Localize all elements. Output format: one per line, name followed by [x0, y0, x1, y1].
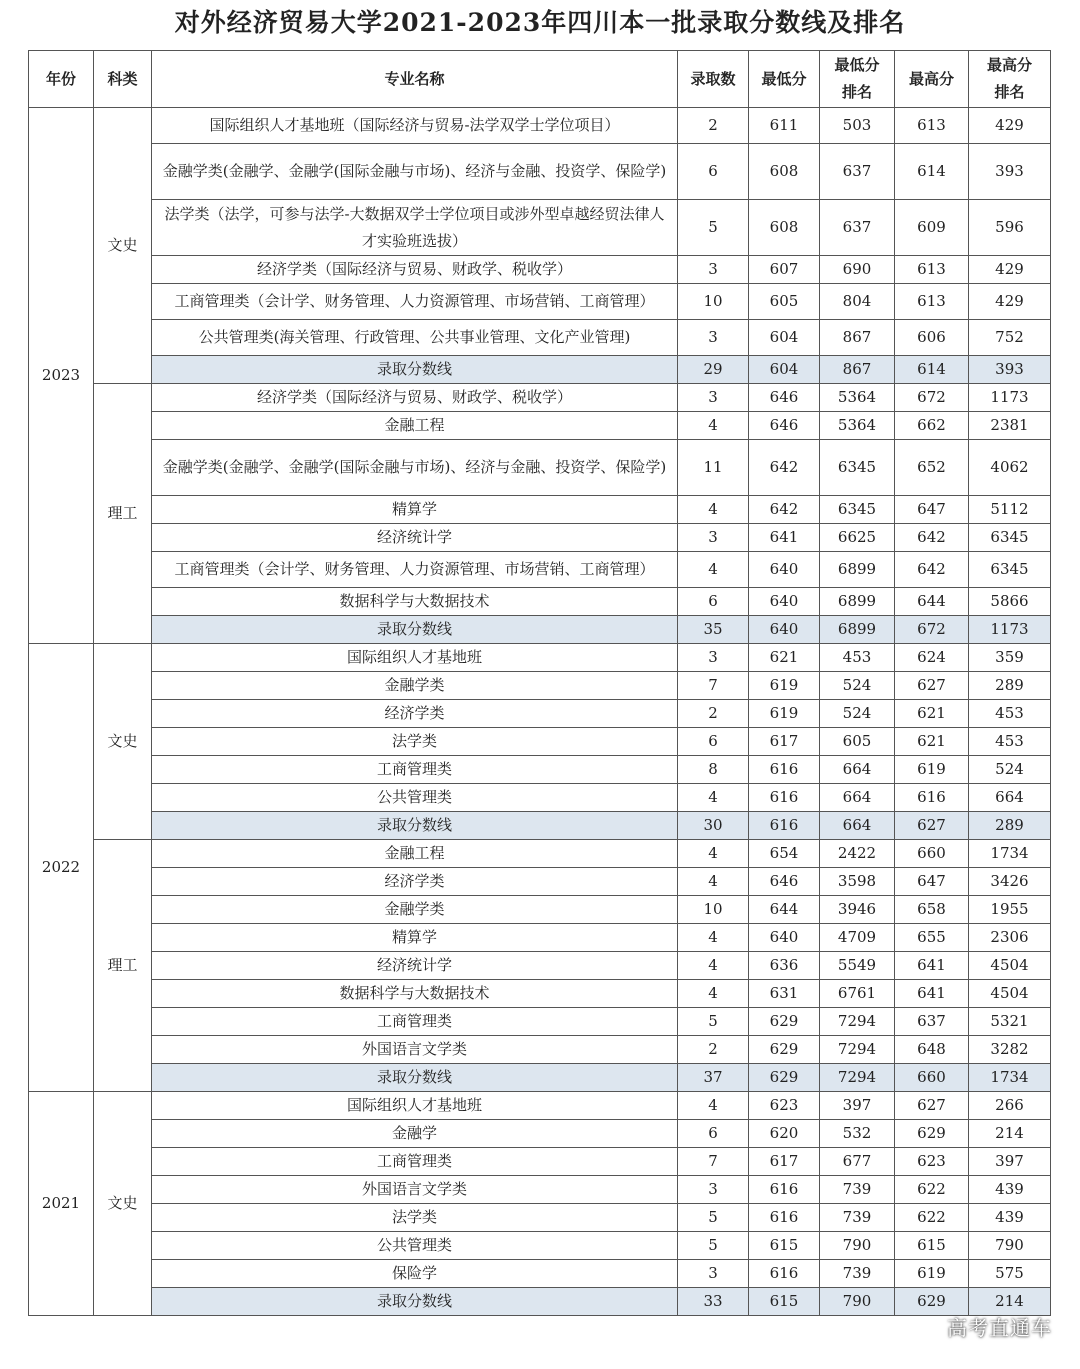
max-rank-cell: 439 [969, 1204, 1051, 1232]
count-cell: 3 [678, 384, 749, 412]
min-rank-cell: 397 [820, 1092, 895, 1120]
major-cell: 金融工程 [152, 412, 678, 440]
max-score-cell: 641 [895, 952, 969, 980]
major-cell: 精算学 [152, 496, 678, 524]
max-score-cell: 621 [895, 700, 969, 728]
min-rank-cell: 6345 [820, 496, 895, 524]
max-rank-cell: 214 [969, 1288, 1051, 1316]
max-score-cell: 652 [895, 440, 969, 496]
subject-cell: 理工 [94, 384, 152, 644]
max-rank-cell: 2381 [969, 412, 1051, 440]
max-score-cell: 613 [895, 256, 969, 284]
min-rank-cell: 453 [820, 644, 895, 672]
count-cell: 7 [678, 1148, 749, 1176]
major-cell: 公共管理类(海关管理、行政管理、公共事业管理、文化产业管理) [152, 320, 678, 356]
max-score-cell: 629 [895, 1288, 969, 1316]
major-cell: 经济学类（国际经济与贸易、财政学、税收学） [152, 256, 678, 284]
max-score-cell: 672 [895, 384, 969, 412]
table-row [29, 756, 1051, 784]
max-rank-cell: 3282 [969, 1036, 1051, 1064]
summary-row [29, 356, 1051, 384]
count-cell: 6 [678, 144, 749, 200]
count-cell: 37 [678, 1064, 749, 1092]
year-cell: 2022 [29, 644, 94, 1092]
count-cell: 4 [678, 412, 749, 440]
header-max-rank: 最高分 排名 [969, 51, 1051, 108]
min-score-cell: 623 [749, 1092, 820, 1120]
table-row [29, 1260, 1051, 1288]
table-row [29, 1176, 1051, 1204]
page-title: 对外经济贸易大学2021-2023年四川本一批录取分数线及排名 [174, 8, 906, 37]
min-score-cell: 616 [749, 784, 820, 812]
table-row [29, 412, 1051, 440]
max-rank-cell: 6345 [969, 552, 1051, 588]
min-score-cell: 640 [749, 924, 820, 952]
count-cell: 8 [678, 756, 749, 784]
min-rank-cell: 4709 [820, 924, 895, 952]
min-score-cell: 617 [749, 1148, 820, 1176]
max-score-cell: 629 [895, 1120, 969, 1148]
min-score-cell: 646 [749, 412, 820, 440]
max-score-cell: 662 [895, 412, 969, 440]
watermark: 高考直通车 [947, 1316, 1052, 1340]
min-score-cell: 608 [749, 200, 820, 256]
table-row [29, 784, 1051, 812]
min-rank-cell: 690 [820, 256, 895, 284]
min-score-cell: 629 [749, 1036, 820, 1064]
max-score-cell: 642 [895, 524, 969, 552]
header-min-score: 最低分 [749, 51, 820, 108]
table-row [29, 952, 1051, 980]
count-cell: 4 [678, 784, 749, 812]
max-score-cell: 647 [895, 496, 969, 524]
max-score-cell: 609 [895, 200, 969, 256]
min-score-cell: 604 [749, 320, 820, 356]
min-score-cell: 616 [749, 756, 820, 784]
min-score-cell: 640 [749, 588, 820, 616]
min-rank-cell: 6899 [820, 552, 895, 588]
min-score-cell: 642 [749, 496, 820, 524]
max-rank-cell: 5866 [969, 588, 1051, 616]
table-body [29, 108, 1051, 1316]
summary-row [29, 1288, 1051, 1316]
max-rank-cell: 4062 [969, 440, 1051, 496]
min-rank-cell: 524 [820, 672, 895, 700]
major-cell: 经济学类 [152, 868, 678, 896]
subject-cell: 文史 [94, 108, 152, 384]
max-score-cell: 660 [895, 840, 969, 868]
max-rank-cell: 1173 [969, 616, 1051, 644]
table-row [29, 1232, 1051, 1260]
min-score-cell: 615 [749, 1288, 820, 1316]
table-row [29, 868, 1051, 896]
count-cell: 3 [678, 1260, 749, 1288]
table-row [29, 496, 1051, 524]
min-score-cell: 611 [749, 108, 820, 144]
major-cell: 录取分数线 [152, 356, 678, 384]
min-score-cell: 644 [749, 896, 820, 924]
table-row [29, 256, 1051, 284]
major-cell: 金融学类(金融学、金融学(国际金融与市场)、经济与金融、投资学、保险学) [152, 440, 678, 496]
major-cell: 保险学 [152, 1260, 678, 1288]
count-cell: 6 [678, 728, 749, 756]
max-score-cell: 613 [895, 108, 969, 144]
max-rank-cell: 596 [969, 200, 1051, 256]
max-score-cell: 627 [895, 672, 969, 700]
major-cell: 公共管理类 [152, 784, 678, 812]
count-cell: 4 [678, 1092, 749, 1120]
min-rank-cell: 867 [820, 320, 895, 356]
min-score-cell: 640 [749, 616, 820, 644]
table-header-row [29, 51, 1051, 108]
min-rank-cell: 6345 [820, 440, 895, 496]
max-rank-cell: 1955 [969, 896, 1051, 924]
table-row [29, 200, 1051, 256]
major-cell: 工商管理类 [152, 1148, 678, 1176]
major-cell: 录取分数线 [152, 616, 678, 644]
max-score-cell: 622 [895, 1176, 969, 1204]
min-rank-cell: 867 [820, 356, 895, 384]
max-score-cell: 621 [895, 728, 969, 756]
major-cell: 数据科学与大数据技术 [152, 588, 678, 616]
min-rank-cell: 6761 [820, 980, 895, 1008]
max-rank-cell: 524 [969, 756, 1051, 784]
table-row [29, 896, 1051, 924]
count-cell: 6 [678, 1120, 749, 1148]
min-rank-cell: 664 [820, 784, 895, 812]
max-score-cell: 623 [895, 1148, 969, 1176]
max-rank-cell: 393 [969, 356, 1051, 384]
min-rank-cell: 3598 [820, 868, 895, 896]
count-cell: 33 [678, 1288, 749, 1316]
min-rank-cell: 6899 [820, 616, 895, 644]
min-rank-cell: 790 [820, 1288, 895, 1316]
max-rank-cell: 289 [969, 672, 1051, 700]
min-score-cell: 616 [749, 812, 820, 840]
max-rank-cell: 439 [969, 1176, 1051, 1204]
major-cell: 经济统计学 [152, 524, 678, 552]
max-rank-cell: 266 [969, 1092, 1051, 1120]
max-rank-cell: 4504 [969, 980, 1051, 1008]
min-rank-cell: 664 [820, 756, 895, 784]
max-rank-cell: 752 [969, 320, 1051, 356]
min-score-cell: 629 [749, 1064, 820, 1092]
major-cell: 国际组织人才基地班 [152, 1092, 678, 1120]
count-cell: 11 [678, 440, 749, 496]
max-rank-cell: 1734 [969, 840, 1051, 868]
min-rank-cell: 5364 [820, 384, 895, 412]
min-rank-cell: 664 [820, 812, 895, 840]
min-rank-cell: 503 [820, 108, 895, 144]
table-row [29, 1120, 1051, 1148]
count-cell: 3 [678, 644, 749, 672]
min-rank-cell: 739 [820, 1204, 895, 1232]
max-score-cell: 622 [895, 1204, 969, 1232]
max-score-cell: 648 [895, 1036, 969, 1064]
min-score-cell: 615 [749, 1232, 820, 1260]
count-cell: 4 [678, 496, 749, 524]
max-score-cell: 655 [895, 924, 969, 952]
min-score-cell: 646 [749, 868, 820, 896]
min-rank-cell: 2422 [820, 840, 895, 868]
max-score-cell: 614 [895, 144, 969, 200]
major-cell: 录取分数线 [152, 1288, 678, 1316]
min-rank-cell: 532 [820, 1120, 895, 1148]
max-rank-cell: 397 [969, 1148, 1051, 1176]
max-score-cell: 627 [895, 1092, 969, 1120]
max-rank-cell: 3426 [969, 868, 1051, 896]
major-cell: 经济学类 [152, 700, 678, 728]
count-cell: 4 [678, 952, 749, 980]
table-row [29, 672, 1051, 700]
min-rank-cell: 7294 [820, 1064, 895, 1092]
count-cell: 5 [678, 1232, 749, 1260]
max-score-cell: 644 [895, 588, 969, 616]
major-cell: 法学类 [152, 1204, 678, 1232]
min-rank-cell: 637 [820, 144, 895, 200]
count-cell: 2 [678, 1036, 749, 1064]
max-score-cell: 658 [895, 896, 969, 924]
max-rank-cell: 214 [969, 1120, 1051, 1148]
min-rank-cell: 637 [820, 200, 895, 256]
table-row [29, 524, 1051, 552]
min-rank-cell: 790 [820, 1232, 895, 1260]
min-score-cell: 608 [749, 144, 820, 200]
admission-score-table [28, 50, 1051, 1316]
max-rank-cell: 1734 [969, 1064, 1051, 1092]
count-cell: 4 [678, 552, 749, 588]
max-score-cell: 642 [895, 552, 969, 588]
min-score-cell: 616 [749, 1176, 820, 1204]
min-score-cell: 619 [749, 672, 820, 700]
year-cell: 2021 [29, 1092, 94, 1316]
min-score-cell: 654 [749, 840, 820, 868]
major-cell: 外国语言文学类 [152, 1036, 678, 1064]
major-cell: 国际组织人才基地班 [152, 644, 678, 672]
count-cell: 29 [678, 356, 749, 384]
min-score-cell: 641 [749, 524, 820, 552]
max-score-cell: 641 [895, 980, 969, 1008]
header-count: 录取数 [678, 51, 749, 108]
count-cell: 4 [678, 924, 749, 952]
table-row [29, 440, 1051, 496]
count-cell: 3 [678, 524, 749, 552]
count-cell: 30 [678, 812, 749, 840]
min-score-cell: 617 [749, 728, 820, 756]
table-row [29, 1008, 1051, 1036]
max-rank-cell: 4504 [969, 952, 1051, 980]
min-rank-cell: 7294 [820, 1036, 895, 1064]
major-cell: 公共管理类 [152, 1232, 678, 1260]
min-rank-cell: 6625 [820, 524, 895, 552]
max-rank-cell: 429 [969, 284, 1051, 320]
table-row [29, 552, 1051, 588]
table-row [29, 1204, 1051, 1232]
major-cell: 金融学类 [152, 896, 678, 924]
min-rank-cell: 6899 [820, 588, 895, 616]
max-score-cell: 624 [895, 644, 969, 672]
min-rank-cell: 7294 [820, 1008, 895, 1036]
count-cell: 4 [678, 840, 749, 868]
max-score-cell: 616 [895, 784, 969, 812]
count-cell: 7 [678, 672, 749, 700]
max-rank-cell: 1173 [969, 384, 1051, 412]
max-score-cell: 606 [895, 320, 969, 356]
subject-cell: 理工 [94, 840, 152, 1092]
table-row [29, 144, 1051, 200]
count-cell: 3 [678, 256, 749, 284]
table-row [29, 1092, 1051, 1120]
max-rank-cell: 664 [969, 784, 1051, 812]
max-rank-cell: 453 [969, 700, 1051, 728]
min-score-cell: 605 [749, 284, 820, 320]
max-rank-cell: 575 [969, 1260, 1051, 1288]
count-cell: 6 [678, 588, 749, 616]
major-cell: 金融学 [152, 1120, 678, 1148]
min-score-cell: 620 [749, 1120, 820, 1148]
max-score-cell: 672 [895, 616, 969, 644]
max-rank-cell: 429 [969, 256, 1051, 284]
min-rank-cell: 5364 [820, 412, 895, 440]
min-rank-cell: 739 [820, 1260, 895, 1288]
major-cell: 工商管理类（会计学、财务管理、人力资源管理、市场营销、工商管理） [152, 284, 678, 320]
table-row [29, 700, 1051, 728]
max-rank-cell: 2306 [969, 924, 1051, 952]
max-score-cell: 619 [895, 756, 969, 784]
table-row [29, 320, 1051, 356]
count-cell: 10 [678, 284, 749, 320]
major-cell: 金融工程 [152, 840, 678, 868]
count-cell: 10 [678, 896, 749, 924]
count-cell: 4 [678, 868, 749, 896]
major-cell: 精算学 [152, 924, 678, 952]
min-score-cell: 629 [749, 1008, 820, 1036]
table-row [29, 728, 1051, 756]
min-rank-cell: 739 [820, 1176, 895, 1204]
major-cell: 工商管理类（会计学、财务管理、人力资源管理、市场营销、工商管理） [152, 552, 678, 588]
major-cell: 法学类（法学，可参与法学-大数据双学士学位项目或涉外型卓越经贸法律人才实验班选拔） [152, 200, 678, 256]
max-rank-cell: 5112 [969, 496, 1051, 524]
major-cell: 数据科学与大数据技术 [152, 980, 678, 1008]
header-major: 专业名称 [152, 51, 678, 108]
min-score-cell: 636 [749, 952, 820, 980]
major-cell: 外国语言文学类 [152, 1176, 678, 1204]
year-cell: 2023 [29, 108, 94, 644]
table-row [29, 980, 1051, 1008]
min-score-cell: 631 [749, 980, 820, 1008]
major-cell: 经济学类（国际经济与贸易、财政学、税收学） [152, 384, 678, 412]
table-row [29, 284, 1051, 320]
min-rank-cell: 605 [820, 728, 895, 756]
max-rank-cell: 5321 [969, 1008, 1051, 1036]
min-rank-cell: 524 [820, 700, 895, 728]
max-rank-cell: 393 [969, 144, 1051, 200]
count-cell: 5 [678, 1204, 749, 1232]
max-rank-cell: 6345 [969, 524, 1051, 552]
max-score-cell: 614 [895, 356, 969, 384]
count-cell: 4 [678, 980, 749, 1008]
major-cell: 工商管理类 [152, 1008, 678, 1036]
max-rank-cell: 359 [969, 644, 1051, 672]
major-cell: 金融学类 [152, 672, 678, 700]
max-score-cell: 647 [895, 868, 969, 896]
min-score-cell: 646 [749, 384, 820, 412]
max-score-cell: 615 [895, 1232, 969, 1260]
table-row [29, 1036, 1051, 1064]
major-cell: 录取分数线 [152, 812, 678, 840]
max-score-cell: 619 [895, 1260, 969, 1288]
table-row [29, 924, 1051, 952]
min-score-cell: 642 [749, 440, 820, 496]
summary-row [29, 1064, 1051, 1092]
table-row [29, 384, 1051, 412]
min-rank-cell: 677 [820, 1148, 895, 1176]
min-score-cell: 616 [749, 1260, 820, 1288]
count-cell: 2 [678, 108, 749, 144]
table-row [29, 1148, 1051, 1176]
min-score-cell: 616 [749, 1204, 820, 1232]
count-cell: 35 [678, 616, 749, 644]
table-row [29, 840, 1051, 868]
count-cell: 2 [678, 700, 749, 728]
header-min-rank: 最低分 排名 [820, 51, 895, 108]
count-cell: 5 [678, 1008, 749, 1036]
max-score-cell: 613 [895, 284, 969, 320]
major-cell: 工商管理类 [152, 756, 678, 784]
header-max-score: 最高分 [895, 51, 969, 108]
header-year: 年份 [29, 51, 94, 108]
max-rank-cell: 453 [969, 728, 1051, 756]
min-score-cell: 621 [749, 644, 820, 672]
min-rank-cell: 3946 [820, 896, 895, 924]
major-cell: 经济统计学 [152, 952, 678, 980]
min-rank-cell: 804 [820, 284, 895, 320]
count-cell: 3 [678, 320, 749, 356]
subject-cell: 文史 [94, 1092, 152, 1316]
min-score-cell: 619 [749, 700, 820, 728]
summary-row [29, 616, 1051, 644]
header-subject: 科类 [94, 51, 152, 108]
max-rank-cell: 289 [969, 812, 1051, 840]
major-cell: 国际组织人才基地班（国际经济与贸易-法学双学士学位项目） [152, 108, 678, 144]
min-rank-cell: 5549 [820, 952, 895, 980]
summary-row [29, 812, 1051, 840]
max-rank-cell: 790 [969, 1232, 1051, 1260]
max-score-cell: 637 [895, 1008, 969, 1036]
min-score-cell: 640 [749, 552, 820, 588]
major-cell: 录取分数线 [152, 1064, 678, 1092]
max-rank-cell: 429 [969, 108, 1051, 144]
count-cell: 5 [678, 200, 749, 256]
major-cell: 法学类 [152, 728, 678, 756]
max-score-cell: 660 [895, 1064, 969, 1092]
subject-cell: 文史 [94, 644, 152, 840]
table-row [29, 644, 1051, 672]
min-score-cell: 607 [749, 256, 820, 284]
table-row [29, 108, 1051, 144]
table-row [29, 588, 1051, 616]
major-cell: 金融学类(金融学、金融学(国际金融与市场)、经济与金融、投资学、保险学) [152, 144, 678, 200]
count-cell: 3 [678, 1176, 749, 1204]
max-score-cell: 627 [895, 812, 969, 840]
min-score-cell: 604 [749, 356, 820, 384]
